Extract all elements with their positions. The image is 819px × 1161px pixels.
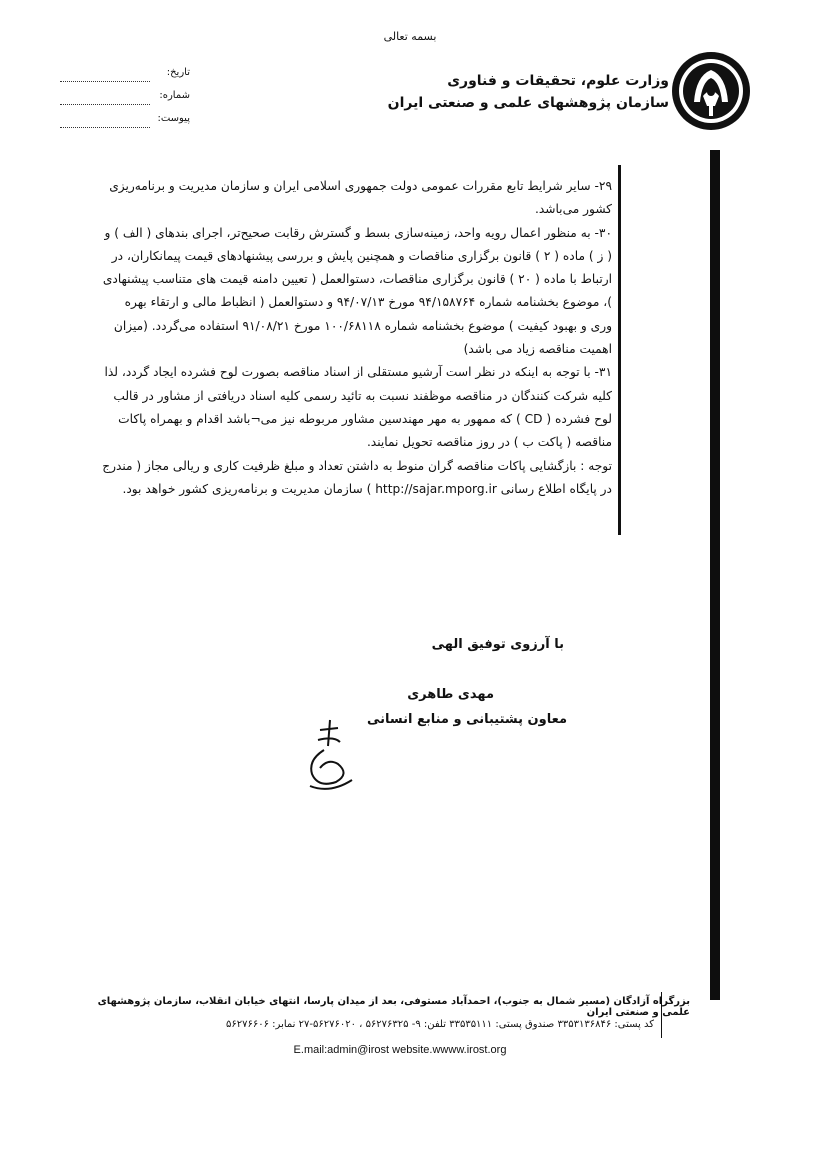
footer-address: بزرگراه آزادگان (مسیر شمال به جنوب)، احمدآباد مستوفی، بعد از میدان پارسا، انتهای خیابان انقلاب، سازمان پژوهشهای علمی و صنعتی ایران bbox=[97, 996, 690, 1018]
organization-header bbox=[369, 70, 669, 114]
organization-name: سازمان پژوهشهای علمی و صنعتی ایران bbox=[387, 95, 669, 111]
margin-bar bbox=[710, 150, 720, 1000]
basmala: بسمه تعالی bbox=[383, 30, 437, 43]
clause-30: ۳۰- به منظور اعمال رویه واحد، زمینه‌سازی بسط و گسترش رقابت صحیح‌تر، اجرای بندهای ( الف ) و ( ز ) ماده ( ۲ ) قانون برگزاری مناقصات و همچنین پایش و بررسی پیشنهادهای قیمت پیمانکاران، در ارتباط با ماده ( ۲۰ ) قانون برگزاری مناقصات، دستوالعمل ( تعیین دامنه قیمت های متناسب پیشنهادی )، موضوع بخشنامه شماره ۹۴/۱۵۸۷۶۴ مورخ ۹۴/۰۷/۱۳ و دستوالعمل ( انظباط مالی و ارتقاء بهره وری و بهبود کیفیت ) موضوع بخشنامه شماره ۱۰۰/۶۸۱۱۸ مورخ ۹۱/۰۸/۲۱ استفاده می‌گردد. (میزان اهمیت مناقصه زیاد می باشد) bbox=[102, 225, 612, 357]
ministry-name: وزارت علوم، تحقیقات و فناوری bbox=[447, 73, 669, 89]
clause-29: ۲۹- سایر شرایط تابع مقررات عمومی دولت جمهوری اسلامی ایران و سازمان مدیریت و برنامه‌ریزی کشور می‌باشد. bbox=[109, 179, 612, 217]
attachment-label: پیوست: bbox=[157, 113, 190, 124]
clause-31: ۳۱- با توجه به اینکه در نظر است آرشیو مستقلی از اسناد مناقصه بصورت لوح فشرده ایجاد گردد، لذا کلیه شرکت کنندگان در مناقصه موظفند نسبت به تائید رسمی کلیه اسناد دریافتی از مشاور در قالب لوح فشرده ( CD ) که ممهور به مهر مهندسین مشاور مربوطه نیز می¬باشد اقدام و بهمراه پاکات مناقصه ( پاکت ب ) در روز مناقصه تحویل نمایند. bbox=[104, 365, 612, 450]
note-paragraph: توجه : بازگشایی پاکات مناقصه گران منوط به داشتن تعداد و مبلغ ظرفیت کاری و ریالی مجاز ( مندرج در پایگاه اطلاع رسانی http://sajar.mporg.ir ) سازمان مدیریت و برنامه‌ریزی کشور خواهد بود. bbox=[102, 458, 612, 496]
footer-contact: کد پستی: ۳۳۵۳۱۳۶۸۴۶ صندوق پستی: ۳۳۵۳۵۱۱۱ تلفن: ۹- ۵۶۲۷۶۳۲۵ ، ۵۶۲۷۶۰۲۰-۲۷ نمابر: ۵۶۲۷۶۶۰۶ bbox=[226, 1019, 654, 1030]
date-dotted-line bbox=[60, 81, 150, 82]
attachment-field bbox=[60, 113, 190, 131]
date-field bbox=[60, 67, 190, 85]
number-dotted-line bbox=[60, 104, 150, 105]
attachment-dotted-line bbox=[60, 127, 150, 128]
organization-logo bbox=[670, 50, 752, 132]
document-body bbox=[100, 175, 612, 501]
footer-email-website: E.mail:admin@irost website.wwww.irost.org bbox=[293, 1044, 507, 1056]
signer-title: معاون پشتیبانی و منابع انسانی bbox=[366, 712, 567, 727]
date-label: تاریخ: bbox=[166, 67, 190, 78]
signer-name: مهدی طاهری bbox=[407, 687, 494, 702]
number-label: شماره: bbox=[159, 90, 190, 101]
margin-rule bbox=[618, 165, 621, 535]
closing-wish: با آرزوی توفیق الهی bbox=[431, 637, 564, 652]
number-field bbox=[60, 90, 190, 108]
handwritten-signature bbox=[290, 716, 380, 796]
